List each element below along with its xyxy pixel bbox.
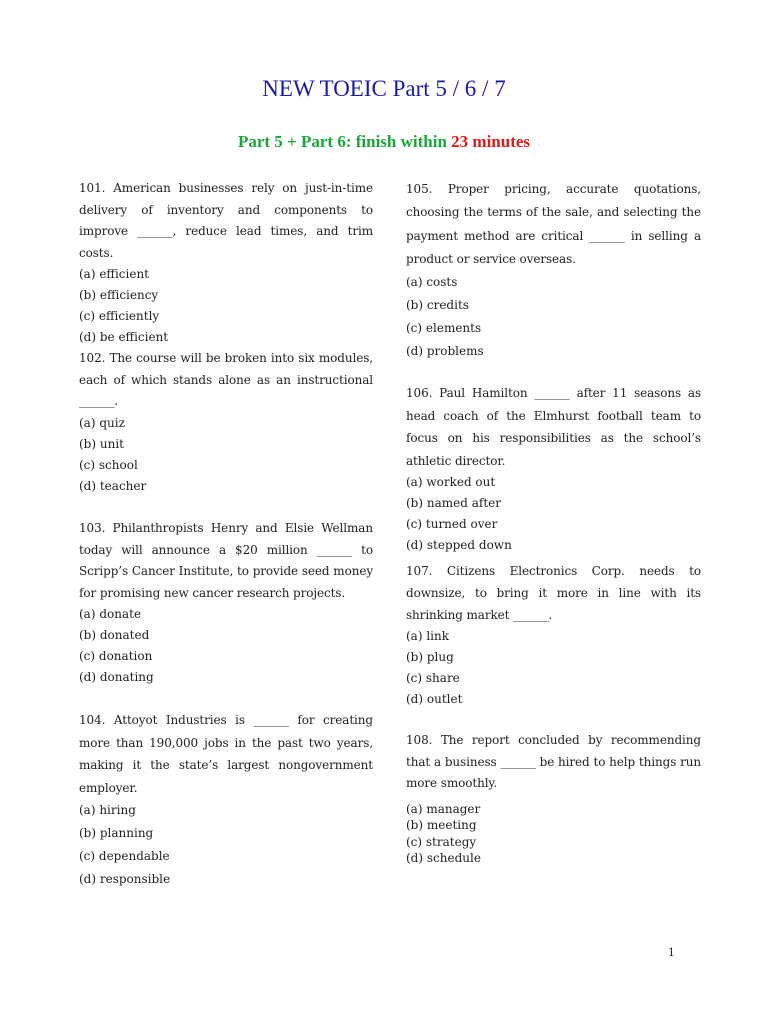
left-column <box>79 178 373 891</box>
option-b: (b) credits <box>406 298 469 313</box>
question-stem: . Attoyot Industries is ______ for creating more than 190,000 jobs in the past two years, making it the state’s largest nongovernment employer. <box>79 713 373 795</box>
question-stem: . Philanthropists Henry and Elsie Wellman today will announce a $20 million ______ to Scripp’s Cancer Institute, to provide seed money for promising new cancer research projects. <box>79 521 373 600</box>
question-text <box>406 560 701 626</box>
question-text <box>79 178 373 264</box>
question-stem: . The course will be broken into six modules, each of which stands alone as an instructional ______. <box>79 351 373 408</box>
option-d: (d) stepped down <box>406 538 512 552</box>
question-text <box>406 730 701 795</box>
option-c: (c) donation <box>79 649 153 663</box>
option-b: (b) planning <box>79 826 154 840</box>
option-b: (b) unit <box>79 436 124 451</box>
question-108 <box>406 730 701 867</box>
option-b: (b) efficiency <box>79 288 159 302</box>
option-c: (c) efficiently <box>79 309 160 323</box>
option-a: (a) manager <box>406 801 481 816</box>
question-stem: . American businesses rely on just-in-time delivery of inventory and components to improve ______, reduce lead times, and trim costs. <box>79 181 373 260</box>
time-limit-prefix: Part 5 + Part 6: finish within <box>237 132 452 151</box>
question-number: 102 <box>79 351 102 365</box>
option-a: (a) costs <box>406 275 458 290</box>
option-b: (b) meeting <box>406 818 477 832</box>
option-c: (c) dependable <box>79 849 170 863</box>
question-text <box>79 709 373 799</box>
option-d: (d) donating <box>79 670 154 684</box>
option-d: (d) responsible <box>79 872 171 886</box>
question-stem: . Citizens Electronics Corp. needs to downsize, to bring it more in line with its shrinking market ______. <box>406 564 701 622</box>
question-number: 106 <box>406 386 429 400</box>
option-b: (b) named after <box>406 496 501 510</box>
option-c: (c) elements <box>406 321 482 336</box>
option-d: (d) be efficient <box>79 330 169 344</box>
time-limit-instruction <box>0 132 768 152</box>
option-c: (c) school <box>79 457 138 472</box>
option-c: (c) share <box>406 671 460 685</box>
option-d: (d) outlet <box>406 692 463 706</box>
question-stem: . The report concluded by recommending that a business ______ be hired to help things run more smoothly. <box>406 733 701 790</box>
option-a: (a) link <box>406 629 450 643</box>
question-number: 108 <box>406 733 429 747</box>
question-stem: . Paul Hamilton ______ after 11 seasons as head coach of the Elmhurst football team to focus on his responsibilities as the school’s athletic director. <box>406 386 701 468</box>
question-number: 103 <box>79 521 102 535</box>
page-title: NEW TOEIC Part 5 / 6 / 7 <box>262 76 506 101</box>
page-number: 1 <box>668 944 675 959</box>
option-a: (a) hiring <box>79 803 136 817</box>
question-number: 101 <box>79 181 102 195</box>
question-text <box>406 382 701 472</box>
question-text <box>79 348 373 413</box>
option-c: (c) strategy <box>406 834 477 849</box>
option-d: (d) problems <box>406 344 484 359</box>
option-a: (a) quiz <box>79 415 125 430</box>
option-a: (a) worked out <box>406 475 496 489</box>
question-number: 107 <box>406 564 429 578</box>
right-column <box>406 178 701 867</box>
option-a: (a) efficient <box>79 267 150 281</box>
question-102 <box>79 348 373 518</box>
time-limit-minutes: 23 minutes <box>451 132 531 151</box>
question-104 <box>79 709 373 891</box>
question-text <box>79 518 373 604</box>
question-105 <box>406 178 701 382</box>
question-text <box>406 178 701 271</box>
question-number: 104 <box>79 713 102 727</box>
question-number: 105 <box>406 182 429 196</box>
option-a: (a) donate <box>79 607 142 621</box>
option-c: (c) turned over <box>406 517 498 531</box>
option-d: (d) schedule <box>406 851 481 865</box>
question-101 <box>79 178 373 348</box>
option-b: (b) donated <box>79 628 150 642</box>
option-b: (b) plug <box>406 650 454 664</box>
question-107 <box>406 560 701 730</box>
option-d: (d) teacher <box>79 478 147 493</box>
question-106 <box>406 382 701 560</box>
question-stem: . Proper pricing, accurate quotations, choosing the terms of the sale, and selecting the payment method are critical ______ in selling a product or service overseas. <box>406 182 701 266</box>
question-103 <box>79 518 373 709</box>
